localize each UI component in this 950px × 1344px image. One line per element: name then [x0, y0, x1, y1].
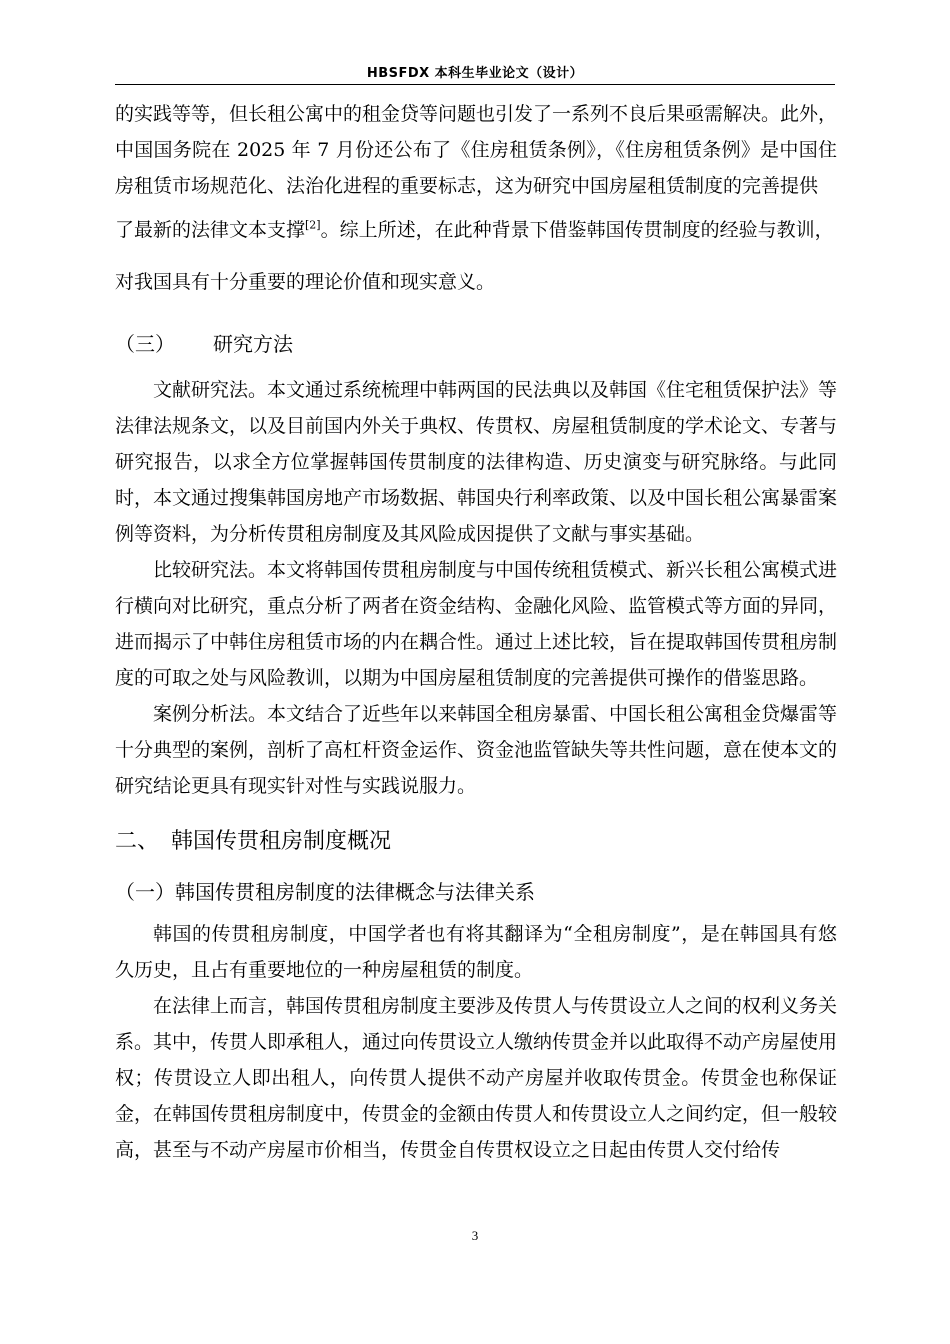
page-body	[115, 96, 837, 1168]
citation-mark[interactable]: [2]	[305, 218, 321, 232]
intro-paragraph-continued	[115, 204, 837, 256]
intro-paragraph-end	[115, 256, 837, 308]
method-paragraph-literature: 文献研究法。本文通过系统梳理中韩两国的民法典以及韩国《住宅租赁保护法》等法律法规条文，以及目前国内外关于典权、传贯权、房屋租赁制度的学术论文、专著与研究报告，以求全方位掌握韩国传贯制度的法律构造、历史演变与研究脉络。与此同时，本文通过搜集韩国房地产市场数据、韩国央行利率政策、以及中国长租公寓暴雷案例等资料，为分析传贯租房制度及其风险成因提供了文献与事实基础。	[115, 379, 838, 545]
section-number: （三）	[115, 332, 175, 356]
section-title: 研究方法	[213, 332, 293, 356]
chapter-number: 二、	[115, 829, 160, 854]
method-paragraph-case: 案例分析法。本文结合了近些年以来韩国全租房暴雷、中国长租公寓租金贷爆雷等十分典型的案例，剖析了高杠杆资金运作、资金池监管缺失等共性问题，意在使本文的研究结论更具有现实针对性与实践说服力。	[115, 703, 838, 797]
intro-text-b: 了最新的法律文本支撑	[115, 219, 306, 241]
intro-text-c: 。综上所述，在此种背景下借鉴韩国传贯制度的经验与教训，	[320, 219, 834, 241]
running-header: HBSFDX 本科生毕业论文（设计）	[366, 66, 584, 81]
chapter-heading	[115, 824, 837, 860]
subsection-heading: （一）韩国传贯租房制度的法律概念与法律关系	[115, 880, 535, 904]
chapter-title: 韩国传贯租房制度概况	[171, 829, 392, 854]
header-divider	[115, 84, 835, 85]
intro-text-a: 的实践等等，但长租公寓中的租金贷等问题也引发了一系列不良后果亟需解决。此外，中国国务院在 2025 年 7 月份还公布了《住房租赁条例》，《住房租赁条例》是中国住房租赁市场规范化、法治化进程的重要标志，这为研究中国房屋租赁制度的完善提供	[115, 103, 838, 197]
method-paragraph-comparative: 比较研究法。本文将韩国传贯租房制度与中国传统租赁模式、新兴长租公寓模式进行横向对比研究，重点分析了两者在资金结构、金融化风险、监管模式等方面的异同，进而揭示了中韩住房租赁市场的内在耦合性。通过上述比较，旨在提取韩国传贯租房制度的可取之处与风险教训，以期为中国房屋租赁制度的完善提供可操作的借鉴思路。	[115, 559, 838, 689]
page-number: 3	[471, 1228, 479, 1243]
body-paragraph: 在法律上而言，韩国传贯租房制度主要涉及传贯人与传贯设立人之间的权利义务关系。其中，传贯人即承租人，通过向传贯设立人缴纳传贯金并以此取得不动产房屋使用权；传贯设立人即出租人，向传贯人提供不动产房屋并收取传贯金。传贯金也称保证金，在韩国传贯租房制度中，传贯金的金额由传贯人和传贯设立人之间约定，但一般较高，甚至与不动产房屋市价相当，传贯金自传贯权设立之日起由传贯人交付给传	[115, 995, 838, 1161]
intro-text-d: 对我国具有十分重要的理论价值和现实意义。	[115, 271, 496, 293]
body-paragraph: 韩国的传贯租房制度，中国学者也有将其翻译为“全租房制度”，是在韩国具有悠久历史，且占有重要地位的一种房屋租赁的制度。	[115, 923, 837, 981]
intro-paragraph	[115, 96, 837, 204]
section-heading-research-methods	[115, 326, 837, 362]
